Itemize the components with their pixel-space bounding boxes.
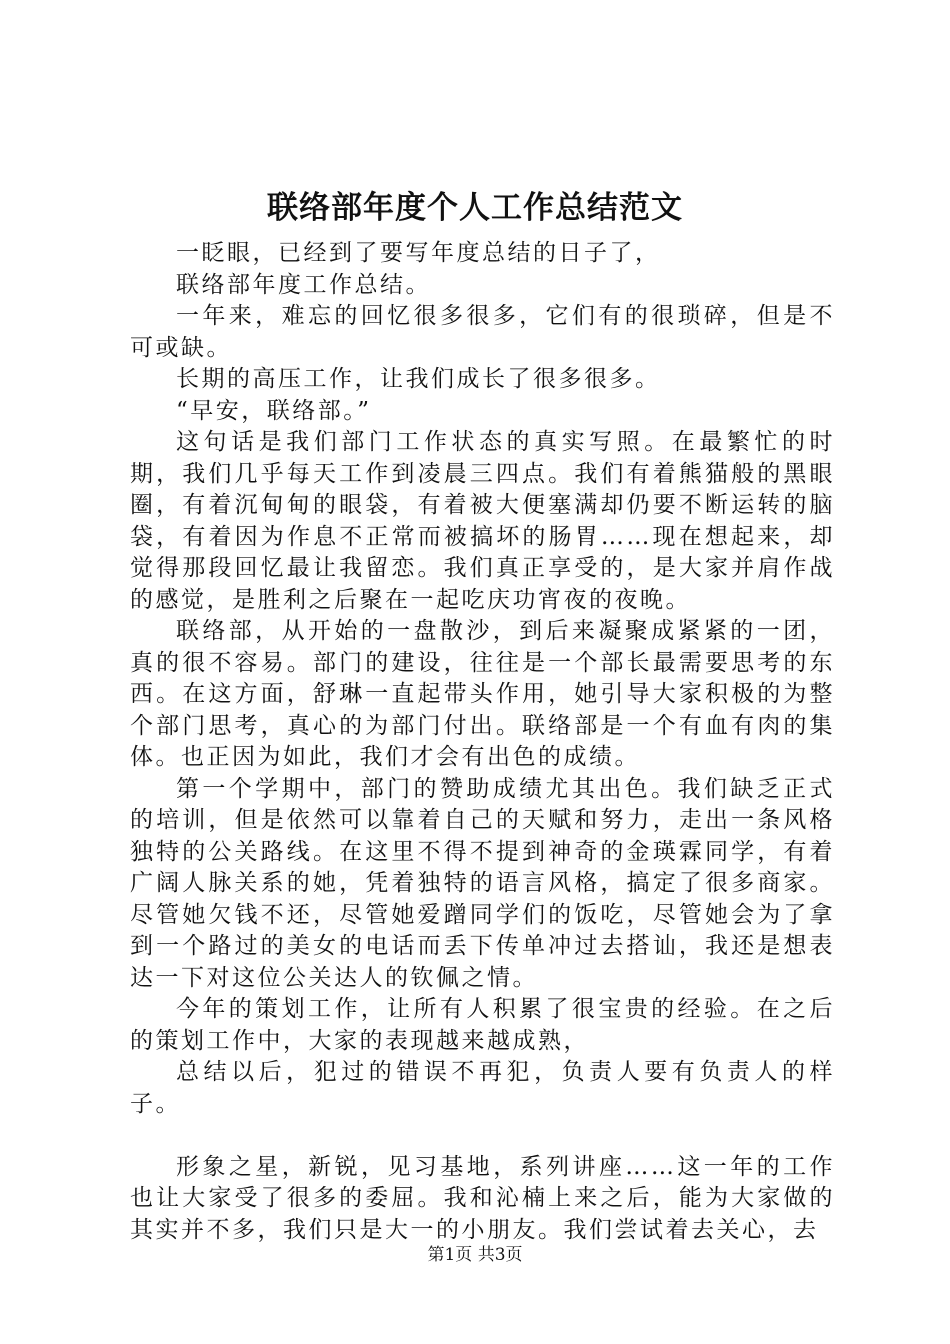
paragraph: 长期的高压工作，让我们成长了很多很多。 (176, 366, 661, 392)
paragraph: “早安，联络部。” (176, 397, 372, 424)
paragraph: 第一个学期中，部门的赞助成绩尤其出色。我们缺乏正式的培训，但是依然可以靠着自己的天赋和努力，走出一条风格独特的公关路线。在这里不得不提到神奇的金瑛霖同学，有着广阔人脉关系的她，凭着独特的语言风格，搞定了很多商家。尽管她欠钱不还，尽管她爱蹭同学们的饭吃，尽管她会为了拿到一个路过的美女的电话而丢下传单冲过去搭讪，我还是想表达一下对这位公关达人的钦佩之情。 (130, 775, 835, 991)
paragraph: 这句话是我们部门工作状态的真实写照。在最繁忙的时期，我们几乎每天工作到凌晨三四点。我们有着熊猫般的黑眼圈，有着沉甸甸的眼袋，有着被大便塞满却仍要不断运转的脑袋，有着因为作息不正常而被搞坏的肠胃……现在想起来，却觉得那段回忆最让我留恋。我们真正享受的，是大家并肩作战的感觉，是胜利之后聚在一起吃庆功宵夜的夜晚。 (130, 429, 835, 613)
document-title: 联络部年度个人工作总结范文 (267, 190, 683, 226)
paragraph: 今年的策划工作，让所有人积累了很宝贵的经验。在之后的策划工作中，大家的表现越来越成熟， (130, 996, 835, 1054)
page-footer: 第1页 共3页 (427, 1245, 523, 1265)
paragraph: 总结以后，犯过的错误不再犯，负责人要有负责人的样子。 (130, 1059, 835, 1117)
paragraph: 一年来，难忘的回忆很多很多，它们有的很琐碎，但是不可或缺。 (130, 303, 835, 361)
paragraph: 联络部，从开始的一盘散沙，到后来凝聚成紧紧的一团，真的很不容易。部门的建设，往往是一个部长最需要思考的东西。在这方面，舒琳一直起带头作用，她引导大家积极的为整个部门思考，真心的为部门付出。联络部是一个有血有肉的集体。也正因为如此，我们才会有出色的成绩。 (130, 618, 835, 770)
paragraph: 一眨眼，已经到了要写年度总结的日子了， (176, 240, 661, 266)
document-body (130, 238, 835, 1246)
paragraph: 形象之星，新锐，见习基地，系列讲座……这一年的工作也让大家受了很多的委屈。我和沁楠上来之后，能为大家做的其实并不多，我们只是大一的小朋友。我们尝试着去关心，去 (130, 1153, 835, 1243)
blank-line (130, 1120, 835, 1152)
paragraph: 联络部年度工作总结。 (176, 271, 431, 298)
